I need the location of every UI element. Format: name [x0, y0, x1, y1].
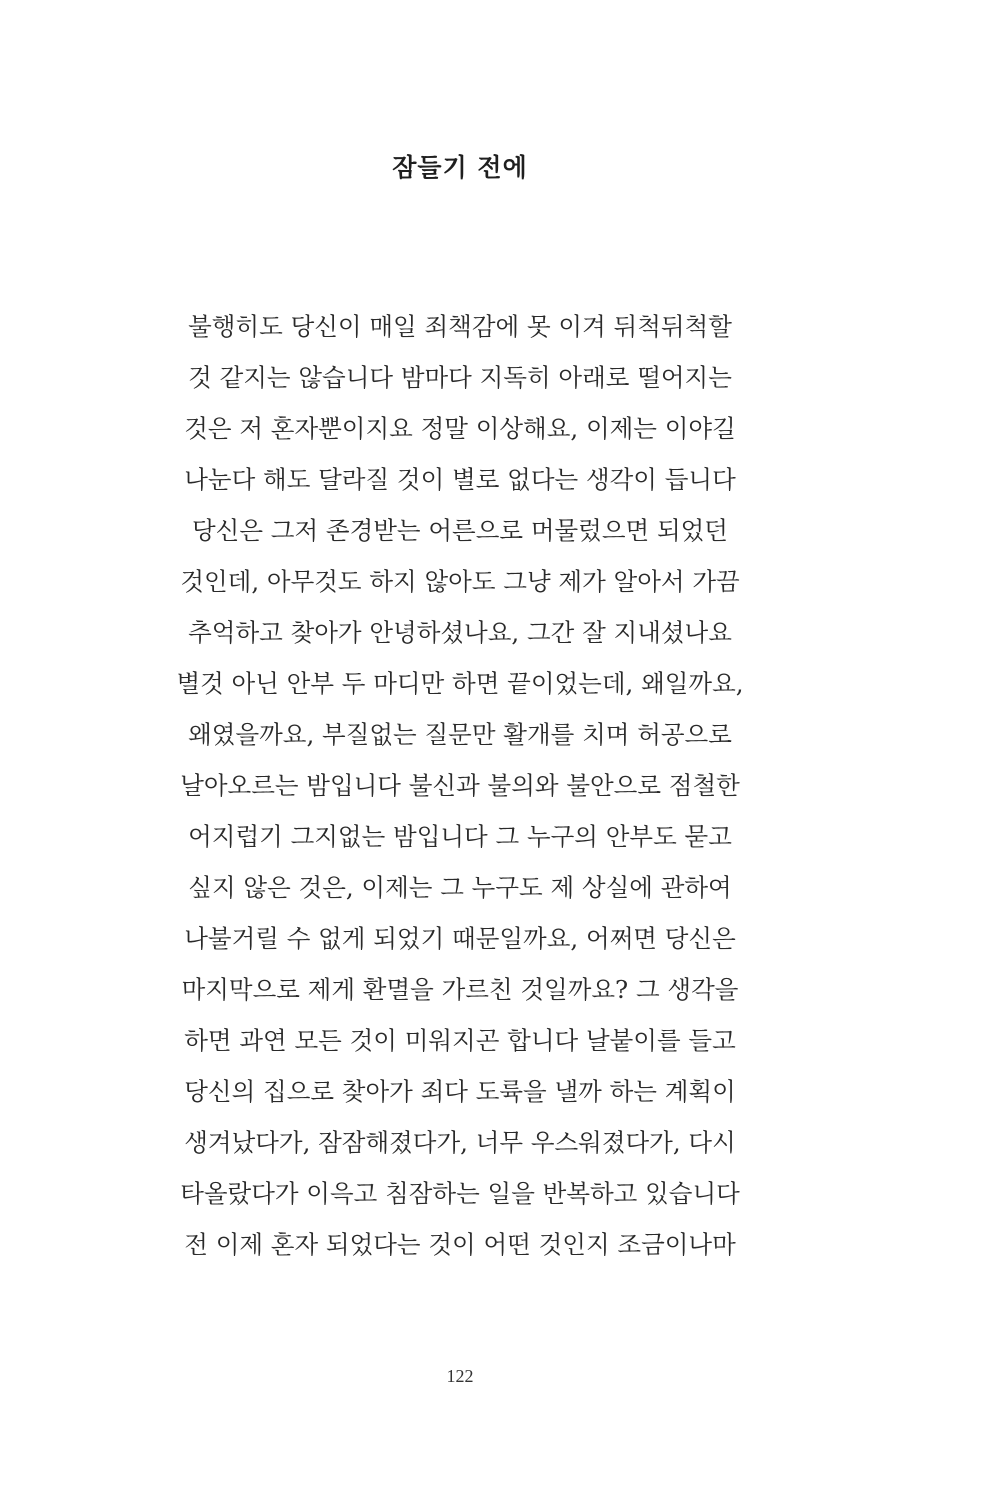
text-line: 하면 과연 모든 것이 미워지곤 합니다 날붙이를 들고 [184, 1026, 736, 1055]
poem-body [170, 301, 750, 1270]
text-line: 것인데, 아무것도 하지 않아도 그냥 제가 알아서 가끔 [180, 567, 740, 596]
text-line: 날아오르는 밤입니다 불신과 불의와 불안으로 점철한 [180, 771, 740, 800]
text-line: 당신은 그저 존경받는 어른으로 머물렀으면 되었던 [192, 516, 728, 545]
text-line: 싶지 않은 것은, 이제는 그 누구도 제 상실에 관하여 [188, 873, 732, 902]
text-line: 전 이제 혼자 되었다는 것이 어떤 것인지 조금이나마 [184, 1230, 736, 1259]
text-line: 나불거릴 수 없게 되었기 때문일까요, 어쩌면 당신은 [184, 924, 736, 953]
text-line: 별것 아닌 안부 두 마디만 하면 끝이었는데, 왜일까요, [176, 669, 744, 698]
text-line: 것은 저 혼자뿐이지요 정말 이상해요, 이제는 이야길 [184, 414, 736, 443]
text-line: 것 같지는 않습니다 밤마다 지독히 아래로 떨어지는 [188, 363, 732, 392]
text-line: 나눈다 해도 달라질 것이 별로 없다는 생각이 듭니다 [184, 465, 736, 494]
text-line: 추억하고 찾아가 안녕하셨나요, 그간 잘 지내셨나요 [188, 618, 732, 647]
page-title: 잠들기 전에 [392, 153, 528, 182]
text-line: 어지럽기 그지없는 밤입니다 그 누구의 안부도 묻고 [188, 822, 732, 851]
page-number: 122 [446, 1366, 474, 1386]
text-line: 왜였을까요, 부질없는 질문만 활개를 치며 허공으로 [188, 720, 732, 749]
text-line: 타올랐다가 이윽고 침잠하는 일을 반복하고 있습니다 [180, 1179, 740, 1208]
text-line: 불행히도 당신이 매일 죄책감에 못 이겨 뒤척뒤척할 [188, 312, 732, 341]
text-line: 마지막으로 제게 환멸을 가르친 것일까요? 그 생각을 [181, 975, 739, 1004]
text-line: 생겨났다가, 잠잠해졌다가, 너무 우스워졌다가, 다시 [184, 1128, 736, 1157]
text-line: 당신의 집으로 찾아가 죄다 도륙을 낼까 하는 계획이 [184, 1077, 736, 1106]
